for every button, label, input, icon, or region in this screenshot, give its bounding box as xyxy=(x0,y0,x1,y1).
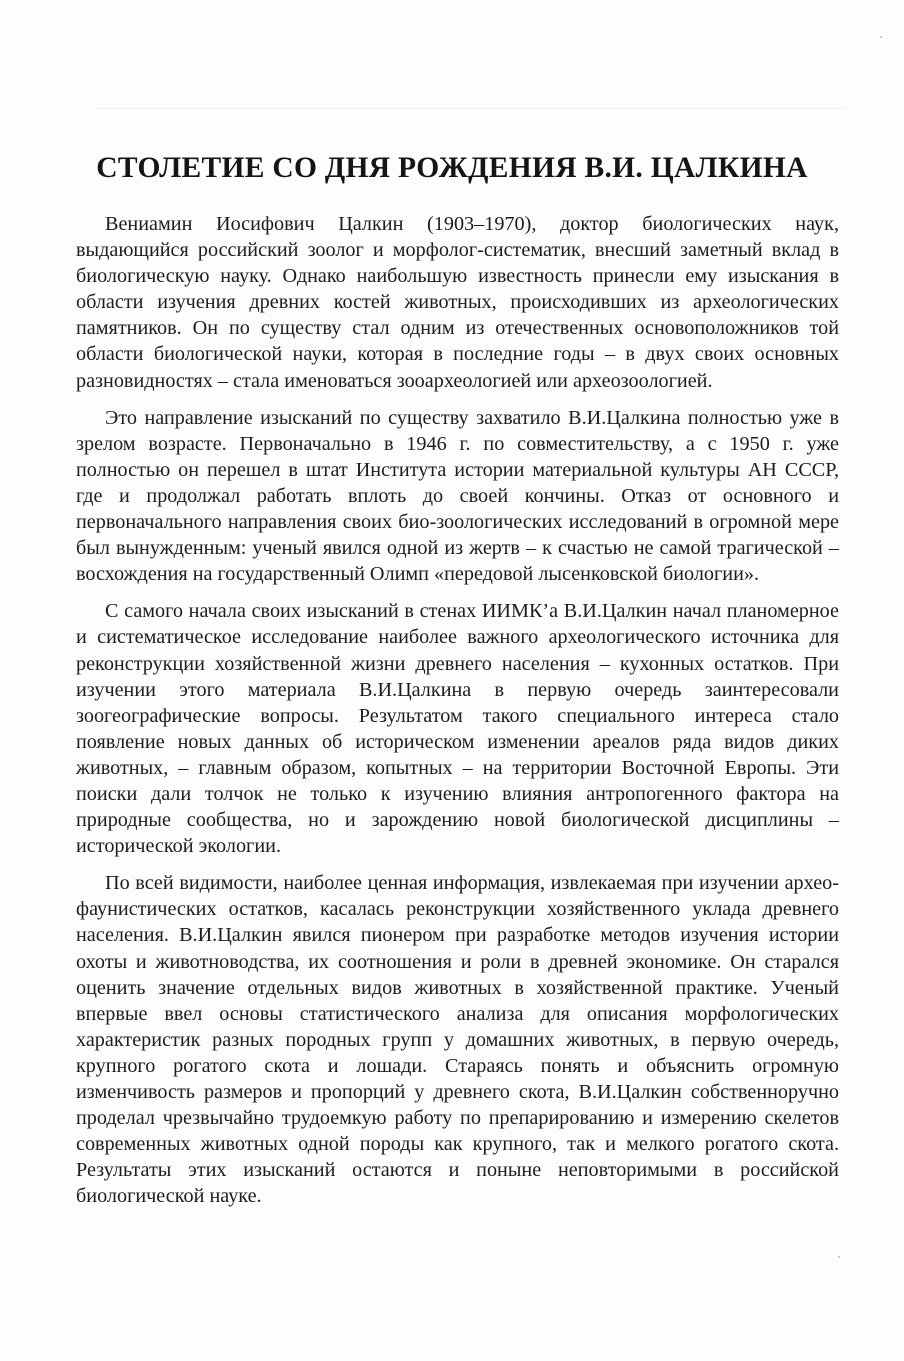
article-body xyxy=(76,211,839,1220)
scan-speck xyxy=(880,36,882,38)
scan-speck xyxy=(838,1256,840,1258)
paragraph-4: По всей видимости, наиболее ценная информация, извлекаемая при изучении архео-фаунистических остатков, касалась реконструкции хозяйственного уклада древнего населения. В.И.Цалкин явился пионером при разработке методов изучения истории охоты и животноводства, их соотношения и роли в древней экономике. Он старался оценить значение отдельных видов животных в хозяйственной практике. Ученый впервые ввел основы статистического анализа для описания морфологических характеристик разных породных групп у домашних животных, в первую очередь, крупного рогатого скота и лошади. Стараясь понять и объяснить огромную изменчивость размеров и пропорций у древнего скота, В.И.Цалкин собственноручно проделал чрезвычайно трудоемкую работу по препарированию и измерению скелетов современных животных одной породы как крупного, так и мелкого рогатого скота. Результаты этих изысканий остаются и поныне неповторимыми в российской биологической науке. xyxy=(76,872,839,1208)
paragraph-2: Это направление изысканий по существу захватило В.И.Цалкина полностью уже в зрелом возрасте. Первоначально в 1946 г. по совместительству, а с 1950 г. уже полностью он перешел в штат Института истории материальной культуры АН СССР, где и продолжал работать вплоть до своей кончины. Отказ от основного и первоначального направления своих био-зоологических исследований в огромной мере был вынужденным: ученый явился одной из жертв – к счастью не самой трагической – восхождения на государственный Олимп «передовой лысенковской биологии». xyxy=(76,406,839,586)
show-through-rule xyxy=(95,108,845,109)
paragraph-1: Вениамин Иосифович Цалкин (1903–1970), доктор биологических наук, выдающийся российский зоолог и морфолог-систематик, внесший заметный вклад в биологическую науку. Однако наибольшую известность принесли ему изыскания в области изучения древних костей животных, происходивших из археологических памятников. Он по существу стал одним из отечественных основоположников той области биологической науки, которая в последние годы – в двух своих основных разновидностях – стала именоваться зооархеологией или археозоологией. xyxy=(76,213,839,392)
paragraph-3: С самого начала своих изысканий в стенах ИИМК’а В.И.Цалкин начал планомерное и систематическое исследование наиболее важного археологического источника для реконструкции хозяйственной жизни древнего населения – кухонных остатков. При изучении этого материала В.И.Цалкина в первую очередь заинтересовали зоогеографические вопросы. Результатом такого специального интереса стало появление новых данных об историческом изменении ареалов ряда видов диких животных, – главным образом, копытных – на территории Восточной Европы. Эти поиски дали толчок не только к изучению влияния антропогенного фактора на природные сообщества, но и зарождению новой биологической дисциплины – исторической экологии. xyxy=(76,600,839,858)
article-title: СТОЛЕТИЕ СО ДНЯ РОЖДЕНИЯ В.И. ЦАЛКИНА xyxy=(96,152,808,184)
